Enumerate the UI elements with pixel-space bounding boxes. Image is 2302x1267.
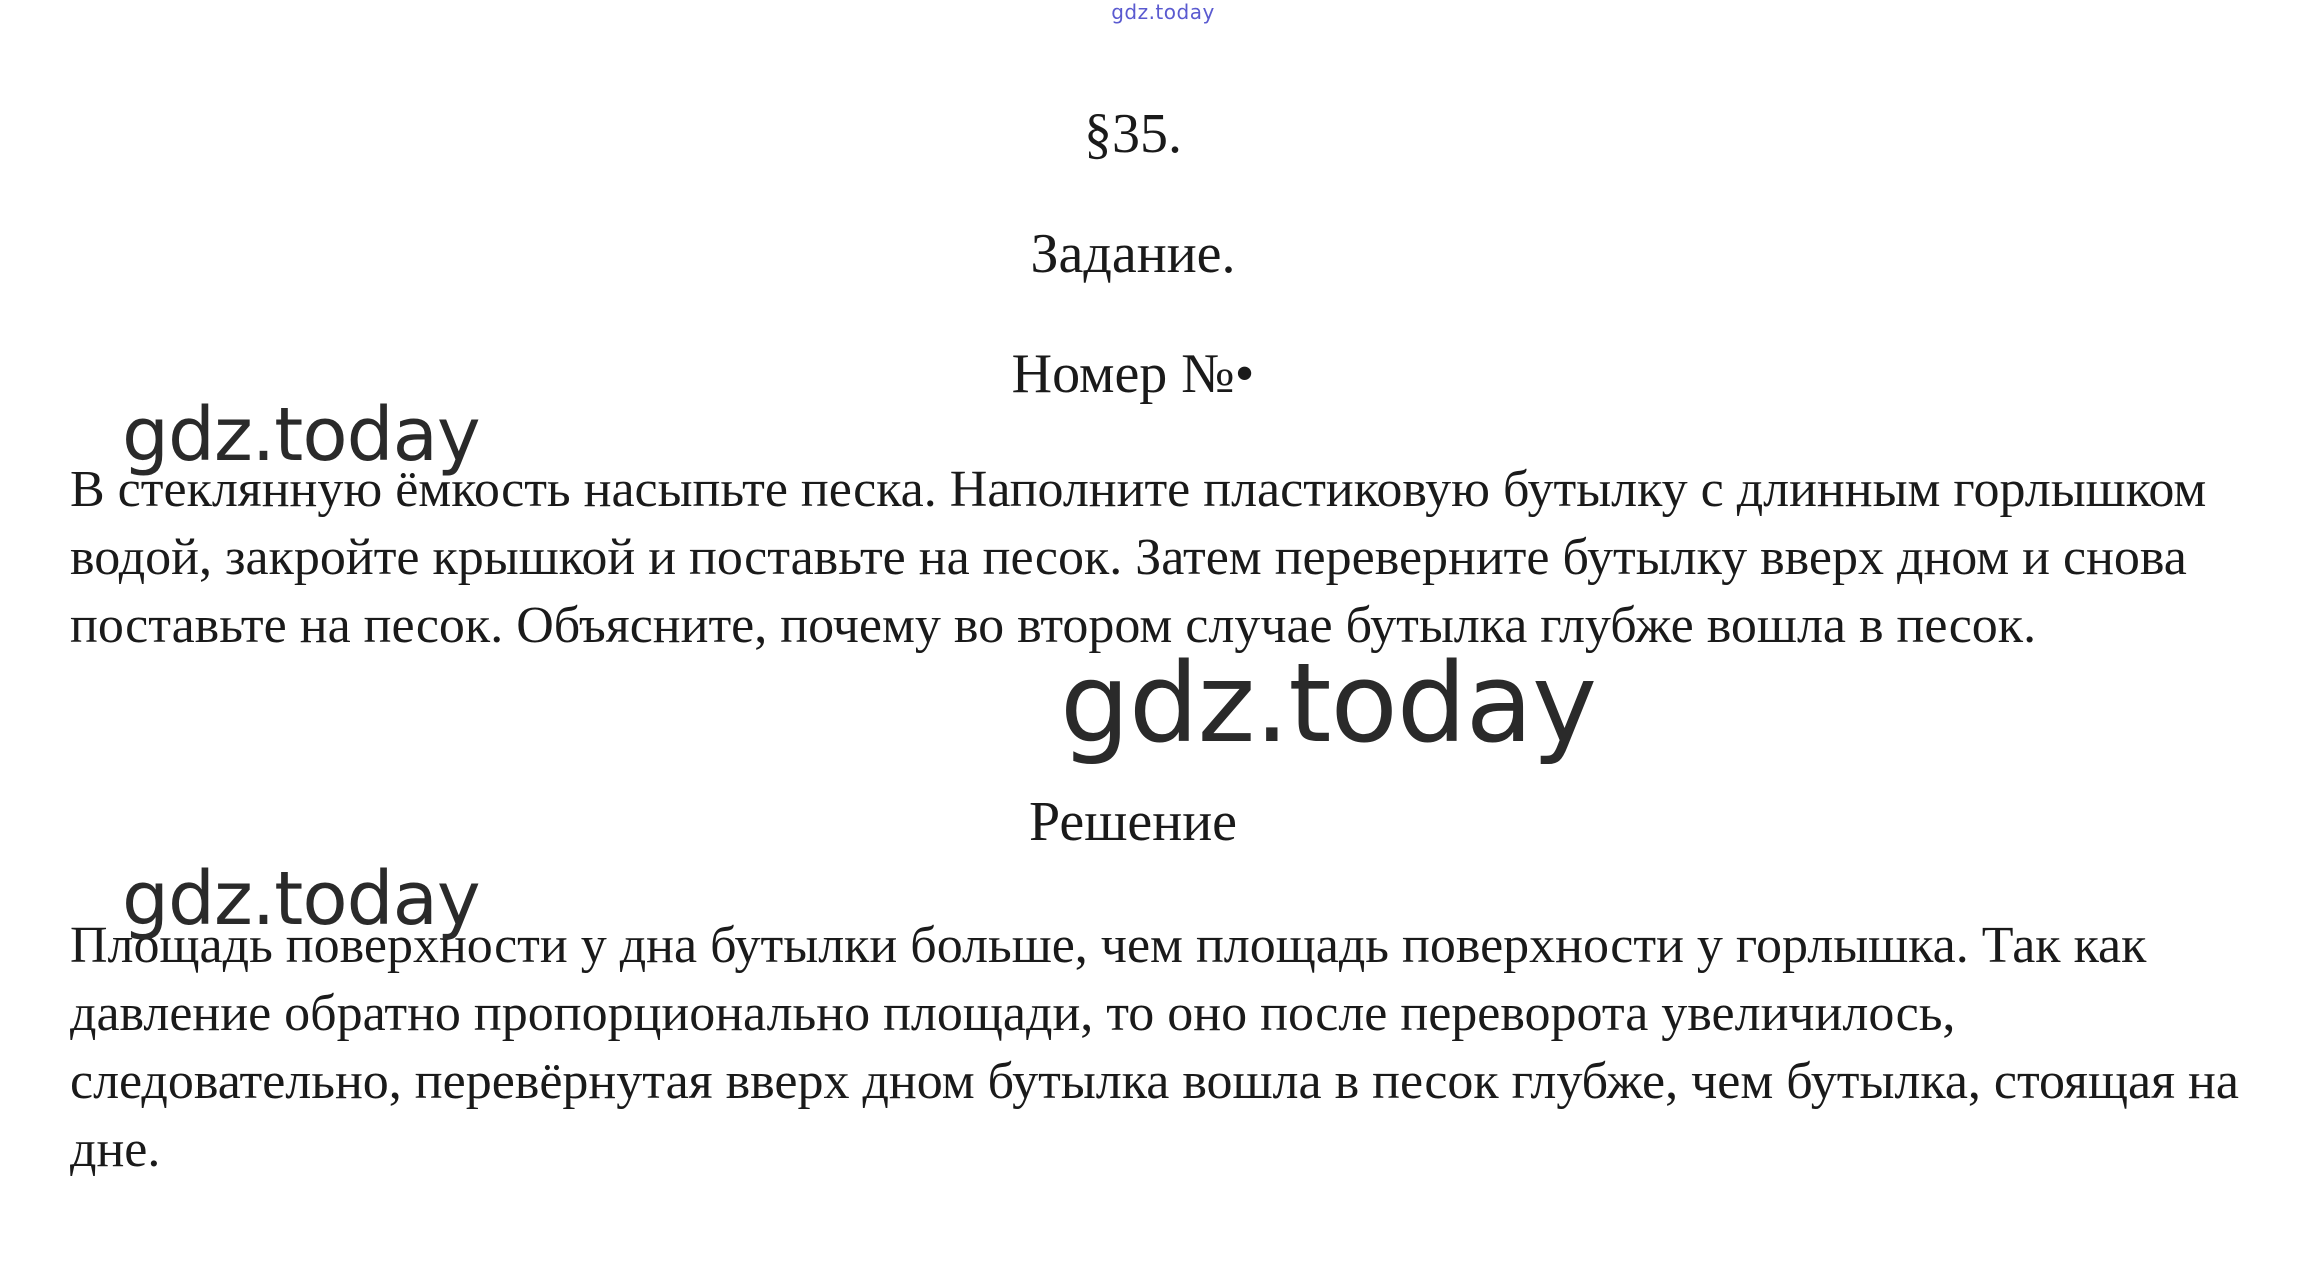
paragraph-title: §35. [1084,103,1182,165]
task-text: В стеклянную ёмкость насыпьте песка. Наполните пластиковую бутылку с длинным горлышком водой, закройте крышкой и поставьте на песок. Затем переверните бутылку вверх дном и снова поставьте на песок. Объясните, почему во втором случае бутылка глубже вошла в песок. [70,461,2207,654]
task-heading: Задание. [1030,223,1236,285]
watermark-center: gdz.today [1060,639,1597,767]
solution-heading: Решение [1028,791,1238,853]
solution-text: Площадь поверхности у дна бутылки больше, чем площадь поверхности у горлышка. Так как давление обратно пропорционально площади, то оно после переворота увеличилось, следовательно, перевёрнутая вверх дном бутылка вошла в песок глубже, чем бутылка, стоящая на дне. [70,917,2239,1178]
watermark-top-left: gdz.today [122,392,480,478]
site-mark: gdz.today [1111,0,1215,24]
watermark-bottom-left: gdz.today [122,856,480,942]
task-number: Номер №• [1011,343,1255,405]
